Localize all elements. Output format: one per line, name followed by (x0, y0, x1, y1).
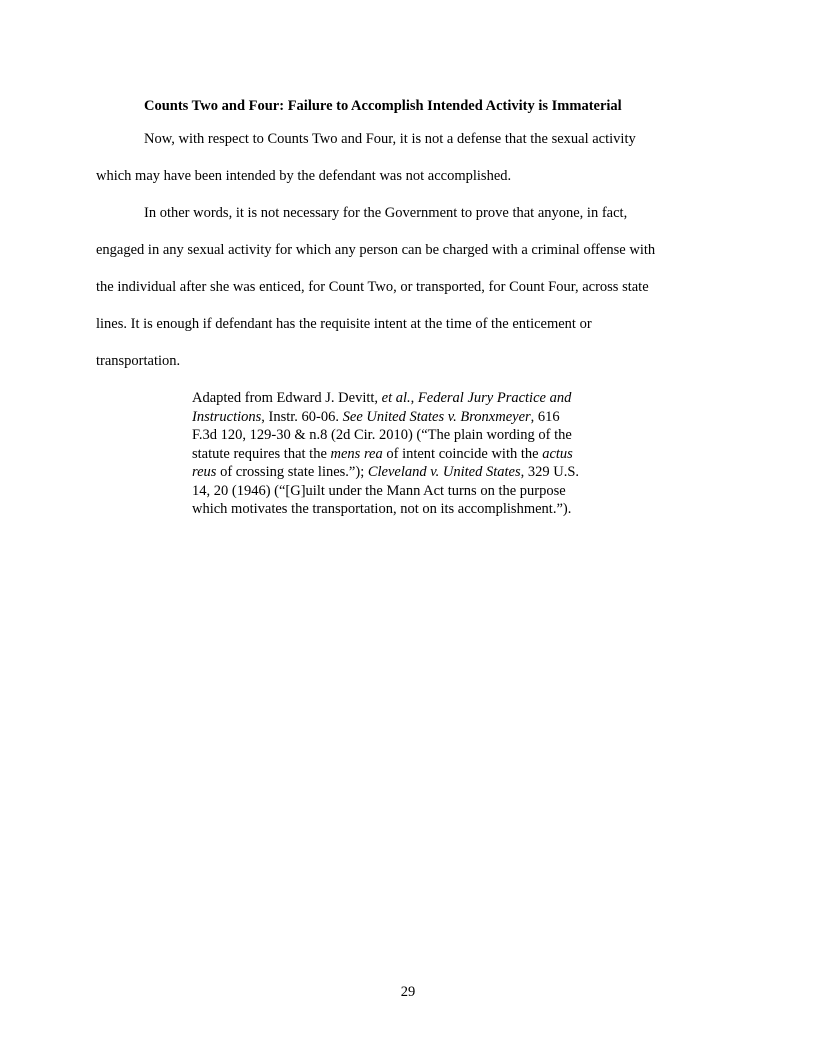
paragraph-line: Now, with respect to Counts Two and Four, it is not a defense that the sexual activity (144, 131, 636, 147)
citation-block (192, 389, 632, 519)
citation-italic: Instructions (192, 408, 262, 425)
citation-line: F.3d 120, 129-30 & n.8 (2d Cir. 2010) (“The plain wording of the (192, 427, 572, 443)
citation-line: 14, 20 (1946) (“[G]uilt under the Mann Act turns on the purpose (192, 482, 566, 499)
citation-text: of crossing state lines.”); (216, 464, 368, 480)
citation-text: , 329 U.S. (520, 464, 580, 480)
citation-italic: actus (542, 445, 573, 462)
section-heading: Counts Two and Four: Failure to Accomplish Intended Activity is Immaterial (144, 98, 622, 114)
citation-text: Adapted from Edward J. Devitt, (192, 390, 382, 406)
citation-text: , (410, 390, 418, 406)
citation-italic: reus (192, 464, 217, 480)
citation-line (192, 408, 632, 427)
paragraph-line: lines. It is enough if defendant has the requisite intent at the time of the enticement or (96, 316, 592, 332)
citation-text: , 616 (530, 408, 560, 425)
paragraph-line: the individual after she was enticed, for Count Two, or transported, for Count Four, across state (96, 279, 649, 295)
citation-line (192, 389, 632, 408)
citation-italic: Cleveland v. United States (367, 464, 521, 480)
citation-text: statute requires that the (192, 445, 331, 462)
citation-italic: See United States v. Bronxmeyer (342, 408, 531, 425)
citation-text: of intent coincide with the (382, 445, 543, 462)
citation-line (192, 463, 632, 482)
citation-line: which motivates the transportation, not on its accomplishment.”). (192, 501, 572, 517)
citation-text: , Instr. 60-06. (261, 408, 343, 425)
page-number: 29 (400, 984, 416, 1000)
paragraph-line: In other words, it is not necessary for the Government to prove that anyone, in fact, (144, 205, 628, 221)
citation-italic: Federal Jury Practice and (417, 390, 572, 406)
paragraph-line: which may have been intended by the defendant was not accomplished. (96, 168, 512, 184)
citation-line (192, 445, 632, 464)
citation-italic: mens rea (330, 445, 383, 462)
paragraph-line: transportation. (96, 353, 181, 369)
paragraph-line: engaged in any sexual activity for which any person can be charged with a criminal offense with (96, 242, 656, 258)
paragraph-intent (96, 195, 720, 380)
citation-italic: et al. (381, 390, 411, 406)
paragraph-defense (96, 121, 720, 195)
